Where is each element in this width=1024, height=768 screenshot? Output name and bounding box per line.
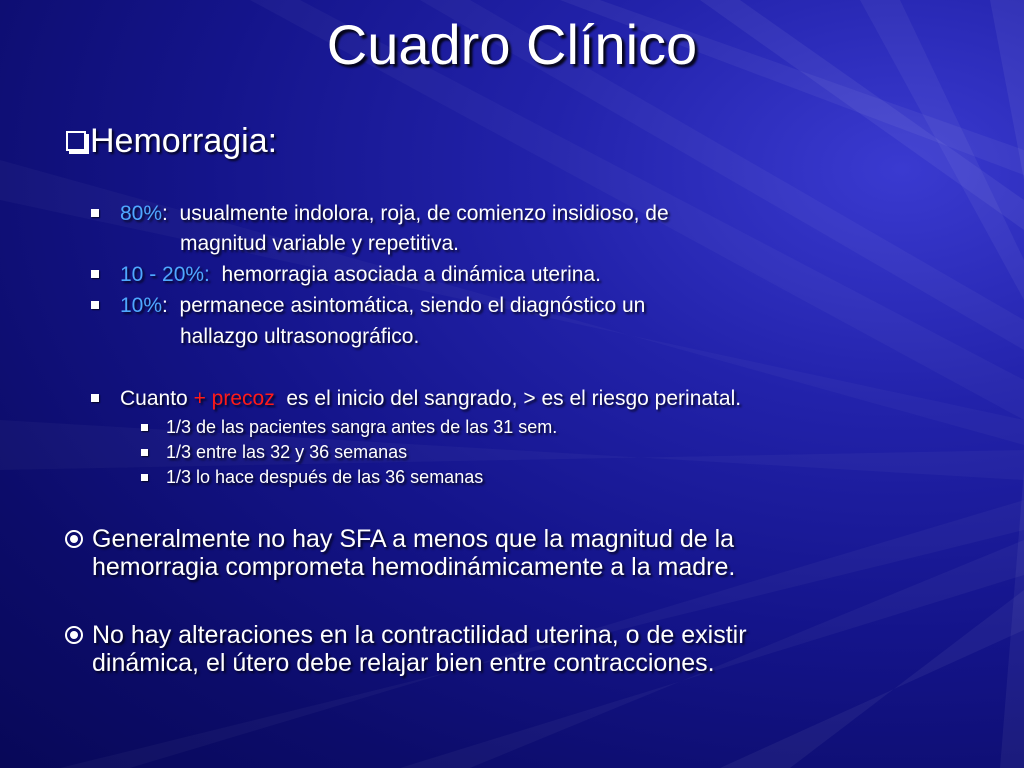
sub-bullet: 1/3 lo hace después de las 36 semanas [166,467,484,487]
point-1-line-1: Generalmente no hay SFA a menos que la magnitud de la [92,525,735,553]
small-square-bullet-icon [141,449,148,456]
bullet-sep: : [162,202,168,225]
cuanto-gt: > [523,387,536,410]
square-bullet-icon [91,301,99,309]
bullet-pct: 80% [120,202,163,225]
radio-bullet-icon [65,626,83,644]
heading-text: Hemorragia: [90,122,278,160]
small-square-bullet-icon [141,474,148,481]
cuanto-pre: Cuanto [120,387,194,410]
bullet-10-cont: hallazgo ultrasonográfico. [180,325,420,348]
bullet-80-cont: magnitud variable y repetitiva. [180,232,459,255]
square-bullet-icon [91,394,99,402]
bullet-80 [120,200,669,228]
bullet-text: permanece asintomática, siendo el diagnóstico un [167,294,646,317]
square-bullet-icon [91,209,99,217]
section-heading [66,120,277,162]
slide-title: Cuadro Clínico [326,13,698,76]
bullet-text: hemorragia asociada a dinámica uterina. [209,263,601,286]
radio-bullet-icon [65,530,83,548]
cuanto-precoz: precoz [205,387,275,410]
cuanto-mid: es el inicio del sangrado, [274,387,524,410]
point-1-line-2: hemorragia comprometa hemodinámicamente a la madre. [92,553,736,581]
sub-bullet: 1/3 entre las 32 y 36 semanas [166,442,408,462]
bullet-cuanto [120,385,741,413]
point-2-line-2: dinámica, el útero debe relajar bien entre contracciones. [92,649,715,677]
point-2-line-1: No hay alteraciones en la contractilidad uterina, o de existir [92,621,747,649]
bullet-10 [120,292,645,320]
sub-bullet: 1/3 de las pacientes sangra antes de las 31 sem. [166,417,558,437]
checkbox-bullet-icon [66,131,86,151]
bullet-text: usualmente indolora, roja, de comienzo insidioso, de [167,202,669,225]
bullet-pct: 10% [120,294,163,317]
bullet-pct: 10 - 20%: [120,263,210,286]
square-bullet-icon [91,270,99,278]
bullet-10-20 [120,261,601,289]
bullet-sep: : [162,294,168,317]
cuanto-post: es el riesgo perinatal. [535,387,742,410]
small-square-bullet-icon [141,424,148,431]
cuanto-plus: + [193,387,206,410]
